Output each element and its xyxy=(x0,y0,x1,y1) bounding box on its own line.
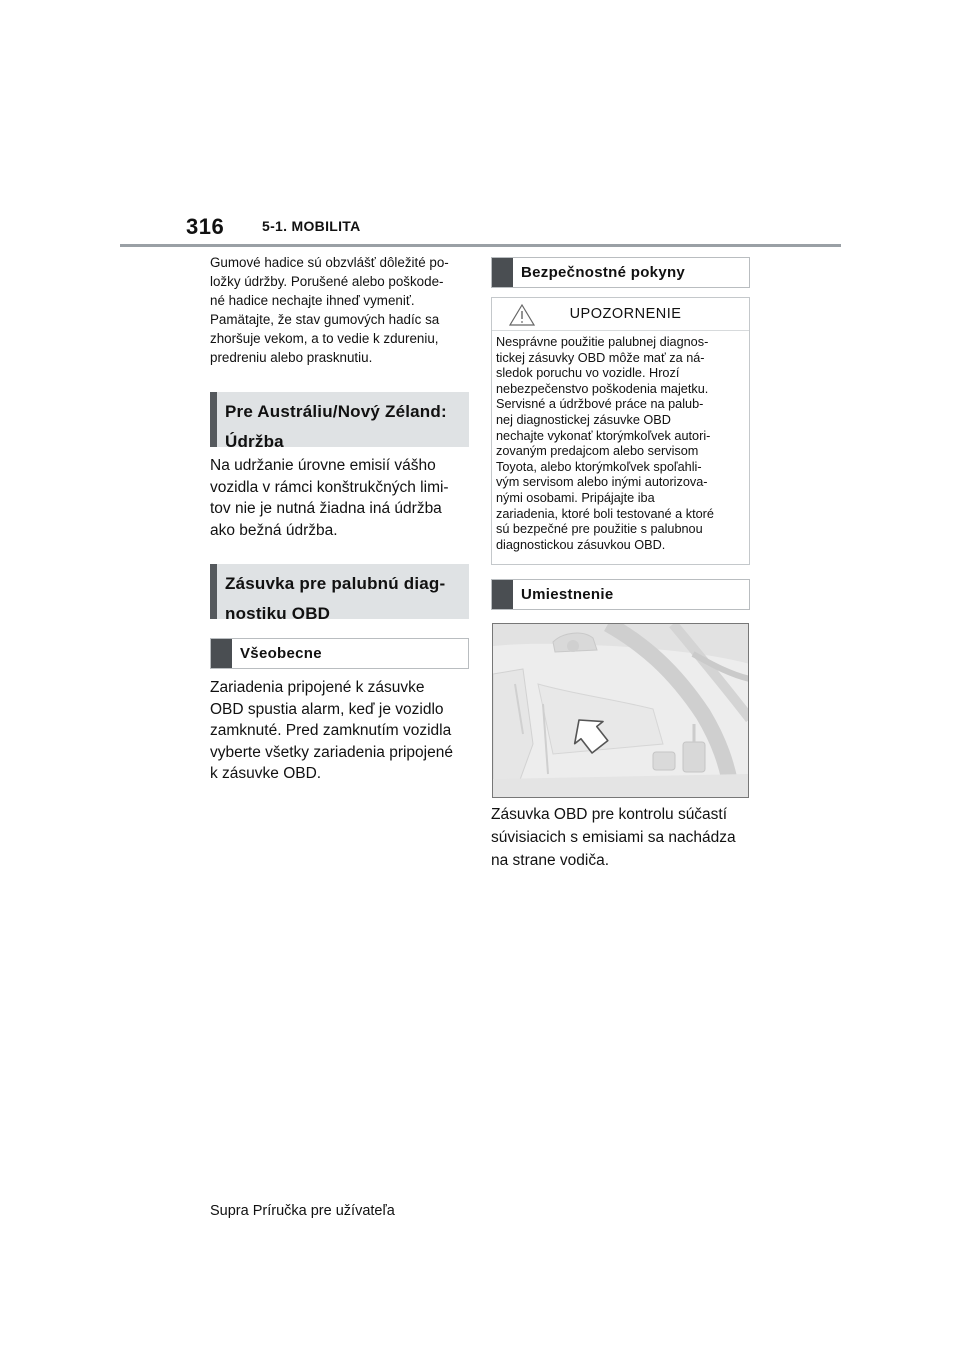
car-interior-drawing xyxy=(493,624,749,798)
header-divider xyxy=(120,244,841,247)
subheading-safety xyxy=(491,257,750,288)
warning-line: nými osobami. Pripájajte iba xyxy=(496,490,655,505)
warning-line: Nesprávne použitie palubnej diagnos- xyxy=(496,335,709,349)
subheading-label: Bezpečnostné pokyny xyxy=(521,264,686,281)
warning-line: sledok poruchu vo vozidle. Hrozí xyxy=(496,366,680,381)
intro-line: zhoršuje vekom, a to vedie k zdureniu, xyxy=(210,331,439,346)
warning-triangle-icon xyxy=(509,303,535,327)
warning-line: nebezpečenstvo poškodenia majetku. xyxy=(496,381,709,396)
warning-line: nej diagnostickej zásuvke OBD xyxy=(496,412,671,427)
body-line: OBD spustia alarm, keď je vozidlo xyxy=(210,700,444,718)
warning-text xyxy=(492,331,749,553)
subheading-bar xyxy=(492,580,513,609)
warning-box xyxy=(491,297,750,565)
intro-line: ložky údržby. Porušené alebo poškode- xyxy=(210,274,444,289)
footer-manual-title: Supra Príručka pre užívateľa xyxy=(210,1203,395,1219)
obd-general-body xyxy=(210,677,472,785)
intro-line: Pamätajte, že stav gumových hadíc sa xyxy=(210,312,440,327)
intro-line: Gumové hadice sú obzvlášť dôležité po- xyxy=(210,255,449,270)
warning-line: diagnostickou zásuvkou OBD. xyxy=(496,537,666,552)
warning-line: nechajte vykonať ktorýmkoľvek autori- xyxy=(496,428,711,443)
body-line: ako bežná údržba. xyxy=(210,521,338,539)
warning-header xyxy=(492,298,749,331)
section-heading-line: Zásuvka pre palubnú diag- xyxy=(225,574,446,593)
body-line: na strane vodiča. xyxy=(491,852,610,869)
body-line: Zariadenia pripojené k zásuvke xyxy=(210,679,425,696)
subheading-location xyxy=(491,579,750,610)
location-body xyxy=(491,803,753,872)
subheading-bar xyxy=(492,258,513,287)
intro-line: né hadice nechajte ihneď vymeniť. xyxy=(210,293,415,308)
body-line: Na udržanie úrovne emisií vášho xyxy=(210,457,436,474)
warning-line: Servisné a údržbové práce na palub- xyxy=(496,397,704,412)
obd-location-illustration xyxy=(492,623,749,798)
subheading-label: Umiestnenie xyxy=(521,586,614,603)
subheading-label: Všeobecne xyxy=(240,645,322,662)
section-heading-obd xyxy=(210,564,469,623)
warning-line: vým servisom alebo inými autorizova- xyxy=(496,475,708,490)
body-line: tov nie je nutná žiadna iná údržba xyxy=(210,500,442,517)
body-line: vozidla v rámci konštrukčných limi- xyxy=(210,478,449,496)
section-heading-line: nostiku OBD xyxy=(225,604,331,623)
body-line: Zásuvka OBD pre kontrolu súčastí xyxy=(491,806,728,823)
australia-body xyxy=(210,455,472,541)
warning-line: zariadenia, ktoré boli testované a ktoré xyxy=(496,506,714,521)
body-line: k zásuvke OBD. xyxy=(210,765,322,782)
body-line: súvisiacich s emisiami sa nachádza xyxy=(491,829,736,846)
section-heading-line: Údržba xyxy=(225,432,284,451)
warning-line: zovaným predajcom alebo servisom xyxy=(496,444,699,459)
body-line: zamknuté. Pred zamknutím vozidla xyxy=(210,722,452,739)
intro-paragraph xyxy=(210,253,472,367)
warning-line: sú bezpečné pre použitie s palubnou xyxy=(496,522,703,537)
warning-line: Toyota, alebo ktorýmkoľvek spoľahli- xyxy=(496,459,702,474)
chapter-title: 5-1. MOBILITA xyxy=(262,218,361,234)
section-heading-line: Pre Austráliu/Nový Zéland: xyxy=(225,402,447,421)
warning-title: UPOZORNENIE xyxy=(569,306,682,322)
subheading-general xyxy=(210,638,469,669)
intro-line: predreniu alebo prasknutiu. xyxy=(210,350,373,365)
subheading-bar xyxy=(211,639,232,668)
page-number: 316 xyxy=(186,214,225,239)
section-heading-australia xyxy=(210,392,469,451)
body-line: vyberte všetky zariadenia pripojené xyxy=(210,743,453,761)
warning-line: tickej zásuvky OBD môže mať za ná- xyxy=(496,350,705,365)
